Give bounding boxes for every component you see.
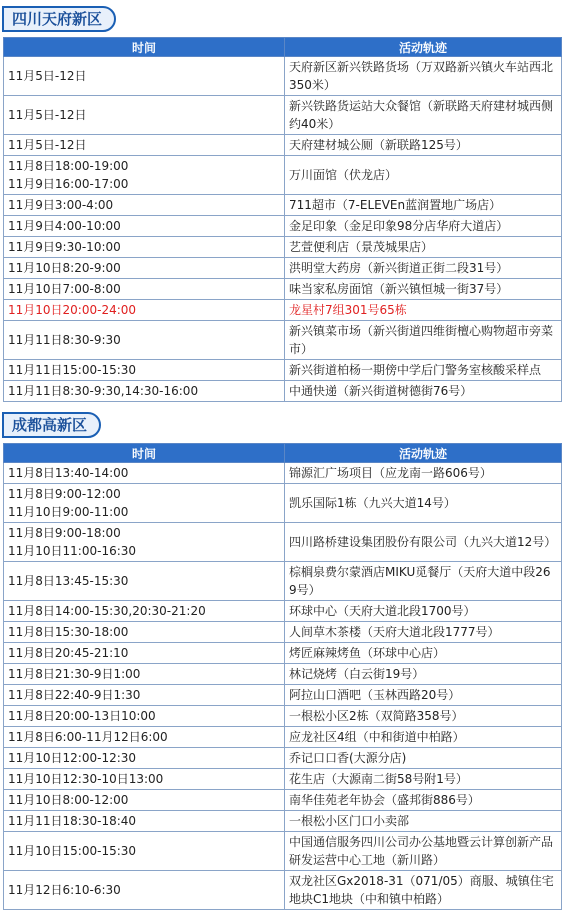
table-row — [4, 216, 562, 237]
time-cell — [4, 871, 285, 910]
place-cell: 林记烧烤（白云街19号） — [285, 664, 562, 685]
time-cell — [4, 381, 285, 402]
table-row — [4, 300, 562, 321]
place-cell: 711超市（7-ELEVEn蓝润置地广场店） — [285, 195, 562, 216]
place-cell: 味当家私房面馆（新兴镇恒城一街37号） — [285, 279, 562, 300]
table-row — [4, 643, 562, 664]
place-cell: 金足印象（金足印象98分店华府大道店） — [285, 216, 562, 237]
time-cell — [4, 727, 285, 748]
time-text: 11月10日15:00-15:30 — [8, 844, 137, 858]
time-text: 11月10日8:00-12:00 — [8, 793, 129, 807]
table-row — [4, 484, 562, 523]
table-row — [4, 832, 562, 871]
place-cell: 艺萱便利店（景茂城果店） — [285, 237, 562, 258]
time-text: 11月12日6:10-6:30 — [8, 883, 121, 897]
time-text: 11月11日18:30-18:40 — [8, 814, 137, 828]
table-gaoxin — [3, 443, 562, 910]
place-cell: 环球中心（天府大道北段1700号） — [285, 601, 562, 622]
time-text: 11月11日15:00-15:30 — [8, 363, 137, 377]
table-row — [4, 279, 562, 300]
time-cell — [4, 685, 285, 706]
time-cell — [4, 258, 285, 279]
place-cell: 人间草木茶楼（天府大道北段1777号） — [285, 622, 562, 643]
time-text: 11月10日12:00-12:30 — [8, 751, 137, 765]
table-body-tianfu — [4, 57, 562, 402]
time-cell — [4, 706, 285, 727]
time-text: 11月8日22:40-9日1:30 — [8, 688, 141, 702]
time-cell — [4, 832, 285, 871]
time-cell — [4, 562, 285, 601]
place-cell: 四川路桥建设集团股份有限公司（九兴大道12号） — [285, 523, 562, 562]
place-cell: 天府新区新兴铁路货场（万双路新兴镇火车站西北350米） — [285, 57, 562, 96]
section-title-gaoxin: 成都高新区 — [2, 412, 101, 438]
table-row — [4, 769, 562, 790]
time-cell — [4, 748, 285, 769]
header-track: 活动轨迹 — [285, 444, 562, 463]
place-cell: 双龙社区Gx2018-31（071/05）商服、城镇住宅地块C1地块（中和镇中柏路） — [285, 871, 562, 910]
time-cell — [4, 216, 285, 237]
place-cell: 烤匠麻辣烤鱼（环球中心店） — [285, 643, 562, 664]
table-row — [4, 727, 562, 748]
time-text: 11月11日8:30-9:30,14:30-16:00 — [8, 384, 199, 398]
time-text: 11月9日4:00-10:00 — [8, 219, 121, 233]
table-row — [4, 195, 562, 216]
table-row — [4, 258, 562, 279]
time-text: 11月9日16:00-17:00 — [8, 177, 129, 191]
table-row — [4, 135, 562, 156]
time-text: 11月8日21:30-9日1:00 — [8, 667, 141, 681]
table-row — [4, 790, 562, 811]
time-text: 11月8日18:00-19:00 — [8, 159, 129, 173]
time-text: 11月8日14:00-15:30,20:30-21:20 — [8, 604, 206, 618]
time-text: 11月10日8:20-9:00 — [8, 261, 121, 275]
time-cell — [4, 463, 285, 484]
place-cell: 新兴街道柏杨一期傍中学后门警务室核酸采样点 — [285, 360, 562, 381]
time-text: 11月10日20:00-24:00 — [8, 303, 137, 317]
header-track: 活动轨迹 — [285, 38, 562, 57]
place-cell: 万川面馆（伏龙店） — [285, 156, 562, 195]
place-cell: 乔记口口香(大源分店) — [285, 748, 562, 769]
place-cell: 洪明堂大药房（新兴街道正街二段31号） — [285, 258, 562, 279]
time-cell — [4, 300, 285, 321]
table-tianfu — [3, 37, 562, 402]
table-row — [4, 562, 562, 601]
place-cell: 应龙社区4组（中和街道中柏路） — [285, 727, 562, 748]
table-row — [4, 664, 562, 685]
place-cell: 一根松小区2栋（双简路358号） — [285, 706, 562, 727]
table-body-gaoxin — [4, 463, 562, 910]
place-cell: 锦源汇广场项目（应龙南一路606号） — [285, 463, 562, 484]
place-cell: 中国通信服务四川公司办公基地暨云计算创新产品研发运营中心工地（新川路） — [285, 832, 562, 871]
place-cell: 花生店（大源南二街58号附1号） — [285, 769, 562, 790]
table-header-row — [4, 444, 562, 463]
time-text: 11月5日-12日 — [8, 69, 87, 83]
time-cell — [4, 321, 285, 360]
table-row — [4, 57, 562, 96]
time-text: 11月10日9:00-11:00 — [8, 505, 129, 519]
header-time: 时间 — [4, 38, 285, 57]
time-text: 11月10日11:00-16:30 — [8, 544, 137, 558]
time-cell — [4, 622, 285, 643]
table-row — [4, 601, 562, 622]
time-cell — [4, 484, 285, 523]
time-text: 11月8日6:00-11月12日6:00 — [8, 730, 168, 744]
place-cell: 凯乐国际1栋（九兴大道14号） — [285, 484, 562, 523]
time-text: 11月9日9:30-10:00 — [8, 240, 121, 254]
time-text: 11月5日-12日 — [8, 108, 87, 122]
place-cell: 龙星村7组301号65栋 — [285, 300, 562, 321]
table-row — [4, 622, 562, 643]
time-cell — [4, 769, 285, 790]
time-text: 11月8日15:30-18:00 — [8, 625, 129, 639]
table-row — [4, 685, 562, 706]
time-text: 11月10日7:00-8:00 — [8, 282, 121, 296]
time-cell — [4, 135, 285, 156]
table-row — [4, 381, 562, 402]
place-cell: 天府建材城公厕（新联路125号） — [285, 135, 562, 156]
time-cell — [4, 195, 285, 216]
place-cell: 南华佳苑老年协会（盛邦街886号） — [285, 790, 562, 811]
table-header-row — [4, 38, 562, 57]
time-text: 11月8日13:40-14:00 — [8, 466, 129, 480]
time-cell — [4, 156, 285, 195]
time-cell — [4, 237, 285, 258]
table-row — [4, 237, 562, 258]
time-text: 11月8日9:00-18:00 — [8, 526, 121, 540]
table-row — [4, 463, 562, 484]
time-cell — [4, 96, 285, 135]
time-text: 11月5日-12日 — [8, 138, 87, 152]
table-row — [4, 321, 562, 360]
table-row — [4, 871, 562, 910]
time-cell — [4, 360, 285, 381]
table-row — [4, 748, 562, 769]
place-cell: 中通快递（新兴街道树德街76号） — [285, 381, 562, 402]
time-text: 11月8日20:45-21:10 — [8, 646, 129, 660]
place-cell: 棕榈泉费尔蒙酒店MIKU觅餐厅（天府大道中段269号） — [285, 562, 562, 601]
time-text: 11月8日9:00-12:00 — [8, 487, 121, 501]
section-title-tianfu: 四川天府新区 — [2, 6, 116, 32]
time-cell — [4, 523, 285, 562]
time-cell — [4, 664, 285, 685]
place-cell: 一根松小区门口小卖部 — [285, 811, 562, 832]
table-row — [4, 523, 562, 562]
time-cell — [4, 790, 285, 811]
place-cell: 新兴镇菜市场（新兴街道四维街檀心购物超市旁菜市） — [285, 321, 562, 360]
place-cell: 新兴铁路货运站大众餐馆（新联路天府建材城西侧约40米） — [285, 96, 562, 135]
time-text: 11月9日3:00-4:00 — [8, 198, 114, 212]
header-time: 时间 — [4, 444, 285, 463]
time-cell — [4, 811, 285, 832]
table-row — [4, 811, 562, 832]
time-text: 11月10日12:30-10日13:00 — [8, 772, 164, 786]
time-text: 11月8日20:00-13日10:00 — [8, 709, 156, 723]
table-row — [4, 360, 562, 381]
table-row — [4, 96, 562, 135]
time-cell — [4, 601, 285, 622]
time-cell — [4, 643, 285, 664]
table-row — [4, 156, 562, 195]
time-text: 11月8日13:45-15:30 — [8, 574, 129, 588]
time-text: 11月11日8:30-9:30 — [8, 333, 121, 347]
table-row — [4, 706, 562, 727]
time-cell — [4, 57, 285, 96]
time-cell — [4, 279, 285, 300]
place-cell: 阿拉山口酒吧（玉林西路20号） — [285, 685, 562, 706]
